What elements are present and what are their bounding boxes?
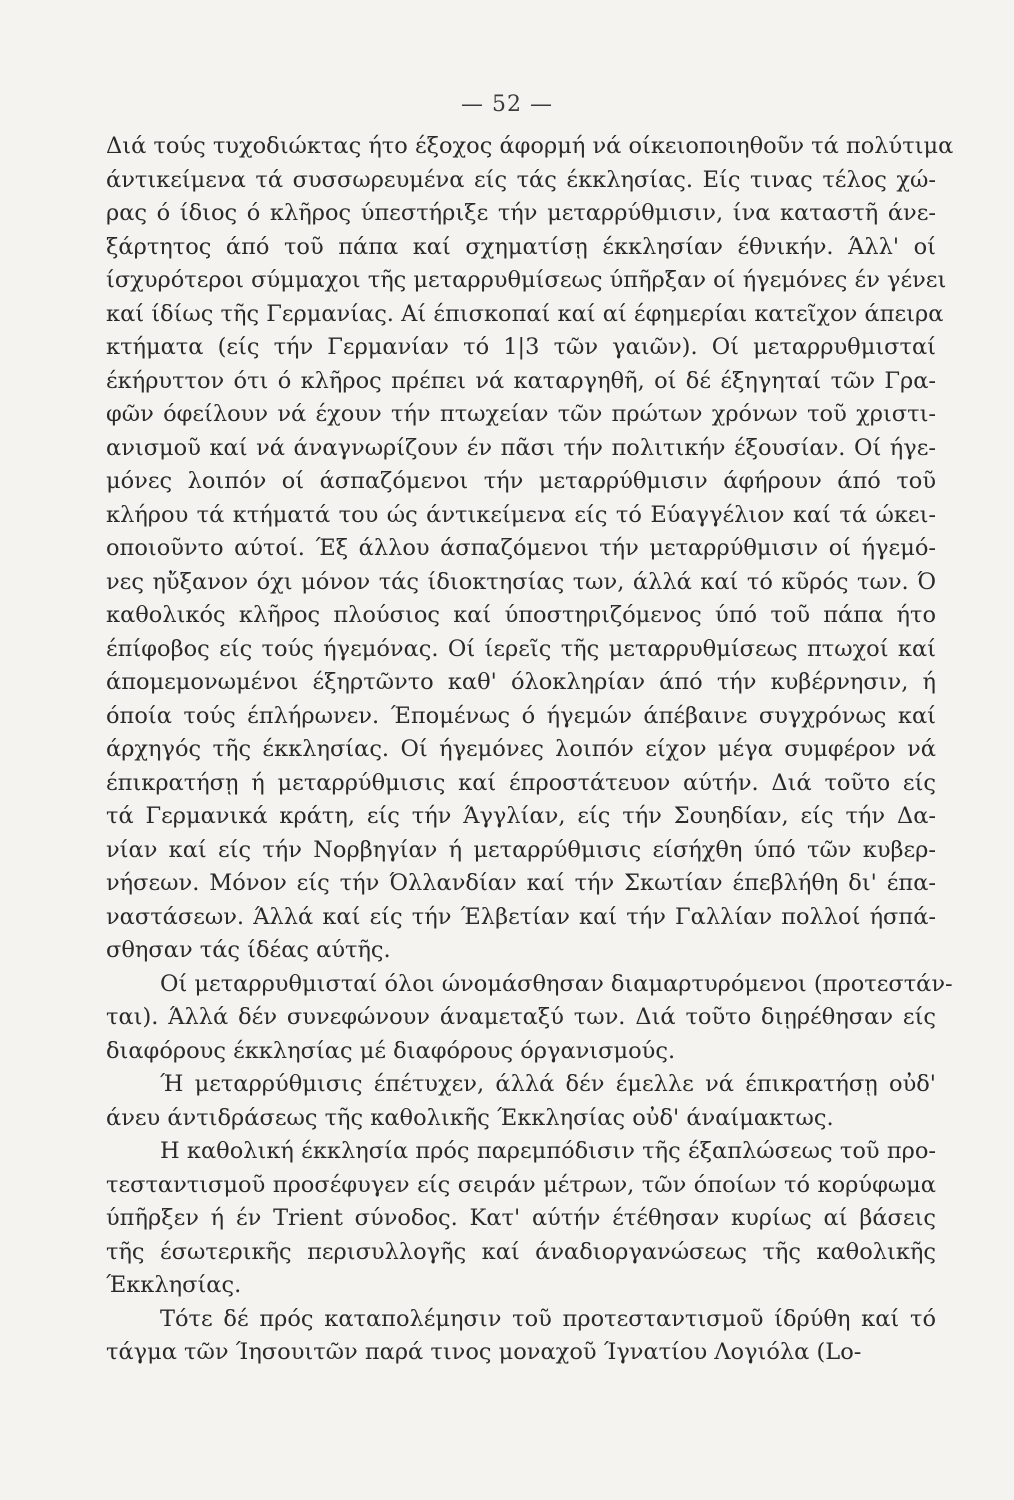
text-line: Τότε δέ πρός καταπολέμησιν τοῦ προτεσταντισμοῦ ίδρύθη καί τό — [160, 1305, 936, 1332]
text-line: Η καθολική έκκλησία πρός παρεμπόδισιν τῆς έξαπλώσεως τοῦ προ- — [160, 1138, 936, 1164]
text-line: διαφόρους έκκλησίας μέ διαφόρους όργανισμούς. — [106, 1037, 676, 1064]
text-line: ύπῆρξεν ή έν Trient σύνοδος. Κατ' αύτήν έτέθησαν κυρίως αί βάσεις — [106, 1205, 936, 1231]
text-line: φῶν όφείλουν νά έχουν τήν πτωχείαν τῶν πρώτων χρόνων τοῦ χριστι- — [106, 401, 936, 427]
text-line: άρχηγός τῆς έκκλησίας. Οί ήγεμόνες λοιπόν είχον μέγα συμφέρον νά — [106, 736, 936, 762]
text-line: κλήρου τά κτήματά του ώς άντικείμενα είς τό Εύαγγέλιον καί τά ώκει- — [106, 501, 936, 528]
text-line: ται). Άλλά δέν συνεφώνουν άναμεταξύ των. Διά τοῦτο διῃρέθησαν είς — [106, 1004, 936, 1030]
text-line: Έκκλησίας. — [106, 1272, 242, 1298]
text-line: έπικρατήσῃ ή μεταρρύθμισις καί έπροστάτευον αύτήν. Διά τοῦτο είς — [106, 769, 936, 796]
text-line: άντικείμενα τά συσσωρευμένα είς τάς έκκλησίας. Είς τινας τέλος χώ- — [106, 166, 936, 193]
text-line: σθησαν τάς ίδέας αύτῆς. — [106, 937, 391, 963]
text-line: νίαν καί είς τήν Νορβηγίαν ή μεταρρύθμισις είσήχθη ύπό τῶν κυβερ- — [106, 836, 936, 863]
text-line: ναστάσεων. Άλλά καί είς τήν Έλβετίαν καί τήν Γαλλίαν πολλοί ήσπά- — [106, 903, 936, 930]
paragraph — [106, 1135, 936, 1303]
text-line: έπίφοβος είς τούς ήγεμόνας. Οί ίερεῖς τῆς μεταρρυθμίσεως πτωχοί καί — [106, 635, 936, 662]
paragraph — [106, 1303, 936, 1370]
text-line: άνευ άντιδράσεως τῆς καθολικῆς Έκκλησίας οὐδ' άναίμακτως. — [106, 1104, 834, 1131]
text-line: καί ίδίως τῆς Γερμανίας. Αί έπισκοπαί καί αί έφημερίαι κατεῖχον άπειρα — [106, 300, 944, 327]
text-line: έκήρυττον ότι ό κλῆρος πρέπει νά καταργηθῆ, οί δέ έξηγηταί τῶν Γρα- — [106, 367, 936, 394]
text-line: ξάρτητος άπό τοῦ πάπα καί σχηματίσῃ έκκλησίαν έθνικήν. Άλλ' οί — [106, 233, 936, 260]
paragraph — [106, 130, 954, 968]
page-number: — 52 — — [461, 92, 553, 117]
text-line: οποιοῦντο αύτοί. Έξ άλλου άσπαζόμενοι τήν μεταρρύθμισιν οί ήγεμό- — [106, 535, 936, 561]
text-line: τά Γερμανικά κράτη, είς τήν Άγγλίαν, είς τήν Σουηδίαν, είς τήν Δα- — [106, 803, 936, 829]
paragraph — [106, 1068, 936, 1135]
text-line: ρας ό ίδιος ό κλῆρος ύπεστήριξε τήν μεταρρύθμισιν, ίνα καταστῆ άνε- — [106, 200, 936, 226]
body-text — [106, 130, 954, 1370]
text-line: μόνες λοιπόν οί άσπαζόμενοι τήν μεταρρύθμισιν άφήρουν άπό τοῦ — [106, 468, 936, 494]
text-line: τάγμα τῶν Ίησουιτῶν παρά τινος μοναχοῦ Ίγνατίου Λογιόλα (Lo- — [106, 1339, 862, 1365]
text-line: ίσχυρότεροι σύμμαχοι τῆς μεταρρυθμίσεως ύπῆρξαν οί ήγεμόνες έν γένει — [106, 267, 947, 293]
text-line: νες ηὔξανον όχι μόνον τάς ίδιοκτησίας των, άλλά καί τό κῦρός των. Ό — [106, 568, 936, 595]
paragraph — [106, 968, 953, 1069]
text-line: Οί μεταρρυθμισταί όλοι ώνομάσθησαν διαμαρτυρόμενοι (προτεστάν- — [160, 970, 953, 997]
text-line: ανισμοῦ καί νά άναγνωρίζουν έν πᾶσι τήν πολιτικήν έξουσίαν. Οί ήγε- — [106, 434, 936, 461]
text-line: όποία τούς έπλήρωνεν. Έπομένως ό ήγεμών άπέβαινε συγχρόνως καί — [106, 702, 936, 729]
text-line: Ή μεταρρύθμισις έπέτυχεν, άλλά δέν έμελλε νά έπικρατήσῃ οὐδ' — [160, 1071, 936, 1097]
text-line: καθολικός κλῆρος πλούσιος καί ύποστηριζόμενος ύπό τοῦ πάπα ήτο — [106, 602, 936, 628]
text-line: άπομεμονωμένοι έξηρτῶντο καθ' όλοκληρίαν άπό τήν κυβέρνησιν, ή — [106, 669, 936, 695]
text-line: τῆς έσωτερικῆς περισυλλογῆς καί άναδιοργανώσεως τῆς καθολικῆς — [106, 1238, 936, 1265]
text-line: τεσταντισμοῦ προσέφυγεν είς σειράν μέτρων, τῶν όποίων τό κορύφωμα — [106, 1171, 936, 1198]
text-line: Διά τούς τυχοδιώκτας ήτο έξοχος άφορμή νά οίκειοποιηθοῦν τά πολύτιμα — [106, 133, 954, 159]
text-line: κτήματα (είς τήν Γερμανίαν τό 1|3 τῶν γαιῶν). Οί μεταρρυθμισταί — [106, 334, 936, 360]
text-line: νήσεων. Μόνον είς τήν Όλλανδίαν καί τήν Σκωτίαν έπεβλήθη δι' έπα- — [106, 870, 936, 896]
